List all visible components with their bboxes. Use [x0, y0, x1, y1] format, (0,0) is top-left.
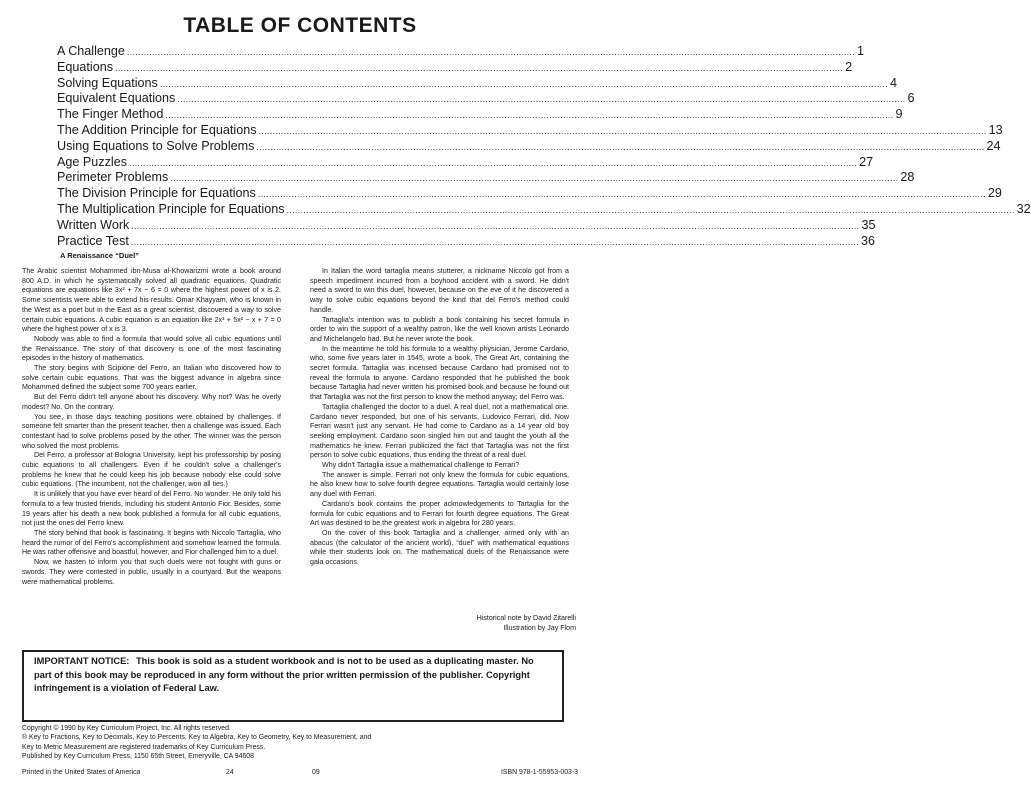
essay-paragraph: Now, we hasten to inform you that such duels were not fought with guns or swords. They were contested in public, usually in a courtyard. But the weapons were mathematical problems. [22, 558, 281, 586]
toc-entry[interactable] [57, 91, 915, 107]
essay-paragraph: Why didn't Tartaglia issue a mathematical challenge to Ferrari? [322, 461, 520, 470]
toc-entry-label: Written Work [57, 217, 130, 232]
important-notice-box [22, 650, 564, 722]
essay-paragraph: The story begins with Scipione del Ferro, an Italian who discovered how to solve certain cubic equations. That was the biggest advance in algebra since Mohammed defined the subject some 700 years earlier. [22, 364, 281, 392]
toc-entry[interactable] [57, 186, 1002, 202]
toc-leader-dots: .................................................................................................................................................................................................................................................................... [131, 220, 860, 231]
toc-leader-dots: .................................................................................................................................................................................................................................................................... [165, 110, 894, 121]
toc-entry-page: 6 [907, 91, 915, 106]
toc-entry[interactable] [57, 217, 876, 234]
trademark-line: ® Key to Fractions, Key to Decimals, Key to Percents, Key to Algebra, Key to Geometry, Key to Measurement, and [22, 734, 372, 742]
toc-entry[interactable] [57, 233, 876, 250]
toc-entry-label: Equivalent Equations [57, 91, 176, 106]
toc-entry-label: Practice Test [57, 233, 129, 248]
toc-entry[interactable] [57, 59, 853, 76]
essay-paragraph: In the meantime he told his formula to a wealthy physician, Jerome Cardano, who, some five years later in 1545, wrote a book, The Great Art, containing the secret formula. Tartaglia was incensed because Cardano had promised not to reveal the formula to anyone. Cardano responded that he published the book because Tartaglia had never written his promised book and because he found out that Tartaglia was not the first person to know the method anyway; del Ferro was. [310, 344, 569, 402]
toc-entry-page: 2 [845, 59, 853, 74]
essay-paragraph: On the cover of this book Tartaglia and a challenger, armed only with an abacus (the calculator of the ancient world), “duel” with mathematical equations while their students look on. The mathematical duels of the Renaissance were gala occasions. [310, 528, 569, 567]
toc-entry-page: 29 [987, 186, 1002, 201]
toc-entry-page: 27 [859, 154, 874, 169]
toc-entry[interactable] [57, 170, 915, 186]
notice-heading: IMPORTANT NOTICE: [34, 656, 130, 666]
essay-paragraph: Nobody was able to find a formula that would solve all cubic equations until the Renaissance. The story of that discovery is one of the most fascinating episodes in the history of mathematics. [22, 334, 281, 363]
copyright-block [22, 724, 582, 762]
toc-leader-dots: .................................................................................................................................................................................................................................................................... [177, 94, 906, 105]
essay-paragraph: Tartaglia's intention was to publish a book containing his secret formula in order to win the support of a wealthy patron, like the well known artists Leonardo and Michelangelo had. But he never wrote the book. [310, 315, 569, 343]
toc-entry[interactable] [57, 107, 903, 123]
essay-paragraph: But del Ferro didn't tell anyone about his discovery. Why not? Was he overly modest? No. On the contrary. [22, 393, 281, 411]
toc-entry[interactable] [57, 44, 865, 60]
toc-entry-page: 13 [988, 122, 1003, 137]
toc-entry-label: Using Equations to Solve Problems [57, 138, 255, 153]
essay-paragraph: In Italian the word tartaglia means stutterer, a nickname Niccolo got from a speech impediment incurred from a boyhood accident with a sword. He didn't need a sword to win this duel, however, because on the eve of it he discovered a way to solve cubic equations beyond the kind that del Ferro's method could handle. [310, 267, 569, 314]
toc-leader-dots: .................................................................................................................................................................................................................................................................... [129, 157, 858, 168]
essay-paragraph: The Arabic scientist Mohammed ibn-Musa al-Khowarizmi wrote a book around 800 A.D. in which he systematically solved all quadratic equations. Quadratic equations are equations like 3x² + 7x − 6 = 0 where the highest power of x is 2. Some scientists were able to extend his results. Omar Khayyam, who is known in the West as a poet but in the East as a great scientist, discovered a way to solve certain cubic equations. A cubic equation is an equation like 2x³ + 5x² − x + 7 = 0 where the highest power of x is 3. [22, 267, 281, 334]
essay-paragraph: You see, in those days teaching positions were obtained by challenges. If someone felt smarter than the present teacher, then a challenge was issued. Each contestant had to solve problems posed by the other. The winner was the person who solved the most problems. [22, 412, 281, 450]
essay-left-column [22, 267, 281, 587]
year-code: 09 [312, 769, 320, 776]
page-title: TABLE OF CONTENTS [183, 14, 417, 37]
toc-entry-page: 4 [889, 75, 897, 90]
toc-entry-page: 28 [900, 170, 915, 185]
toc-entry-page: 35 [861, 217, 876, 232]
toc-entry[interactable] [57, 138, 1001, 155]
toc-entry[interactable] [57, 75, 897, 92]
imprint-line [22, 768, 578, 778]
toc-leader-dots: .................................................................................................................................................................................................................................................................... [256, 141, 985, 152]
toc-entry-label: The Finger Method [57, 107, 164, 122]
isbn: ISBN 978-1-55953-003-3 [501, 769, 578, 776]
essay-paragraph: Tartaglia challenged the doctor to a duel. A real duel, not a mathematical one. Cardano never responded, but one of his servants, Ludovico Ferrari, did. Now Ferrari wasn't just any servant. He had come to Cardano as a 14 year old boy seeking employment. Cardano soon singled him out and taught the youth all the mathematics he knew. Ferrari publicized the fact that Tartaglia was not the first person to solve cubic equations, thus ending the threat of a real duel. [310, 402, 569, 460]
toc-entry[interactable] [57, 154, 874, 171]
toc-entry-page: 1 [857, 44, 865, 58]
toc-leader-dots: .................................................................................................................................................................................................................................................................... [115, 62, 844, 73]
essay-title: A Renaissance “Duel” [60, 251, 139, 260]
toc-entry[interactable] [57, 201, 1031, 218]
toc-entry-label: Solving Equations [57, 75, 158, 90]
toc-entry-label: Equations [57, 59, 114, 74]
essay-paragraph: It is unlikely that you have ever heard of del Ferro. No wonder. He only told his formula to a few trusted friends, including his student Antonio Fior. Besides, some 19 years after his death a new book published a formula for all cubic equations, not just the ones del Ferro knew. [22, 490, 281, 528]
essay-paragraph: The answer is simple. Ferrari not only knew the formula for cubic equations, he also knew how to solve fourth degree equations. Tartaglia would certainly lose any duel with Ferrari. [310, 470, 569, 499]
toc-entry-page: 24 [986, 138, 1001, 153]
toc-entry-label: The Addition Principle for Equations [57, 122, 257, 137]
toc-leader-dots: .................................................................................................................................................................................................................................................................... [258, 125, 987, 136]
toc-entry-label: Age Puzzles [57, 154, 128, 169]
printed-in: Printed in the United States of America [22, 769, 141, 776]
illustration-credit: Illustration by Jay Flom [503, 623, 576, 632]
notice-body: This book is sold as a student workbook and is not to be used as a duplicating master. No part of this book may be reproduced in any form without the prior written permission of the publisher. Copyright infringement is a violation of Federal Law. [34, 656, 534, 694]
toc-leader-dots: .................................................................................................................................................................................................................................................................... [159, 78, 888, 89]
table-of-contents [57, 44, 1031, 249]
toc-leader-dots: .................................................................................................................................................................................................................................................................... [130, 236, 859, 247]
essay-paragraph: Del Ferro, a professor at Bologna University, kept his professorship by posing cubic equations to all challengers. Even if he couldn't solve a challenger's problems he knew that he could keep his job because nobody else could solve cubic equations. (The incumbent, not the challenger, won all ties.) [22, 451, 281, 489]
toc-leader-dots: .................................................................................................................................................................................................................................................................... [257, 189, 986, 200]
toc-leader-dots: .................................................................................................................................................................................................................................................................... [286, 204, 1015, 215]
toc-entry[interactable] [57, 122, 1003, 139]
copyright-line: Copyright © 1990 by Key Curriculum Project, Inc. All rights reserved. [22, 725, 231, 732]
toc-entry-page: 32 [1016, 201, 1031, 216]
trademark-line: Key to Metric Measurement are registered trademarks of Key Curriculum Press. [22, 743, 266, 751]
toc-entry-page: 36 [861, 233, 876, 248]
essay-credits [330, 614, 576, 633]
toc-leader-dots: .................................................................................................................................................................................................................................................................... [170, 173, 899, 184]
publisher-line: Published by Key Curriculum Press, 1150 65th Street, Emeryville, CA 94608 [22, 753, 254, 761]
essay-right-column [310, 267, 569, 568]
toc-leader-dots: .................................................................................................................................................................................................................................................................... [126, 47, 856, 57]
essay-paragraph: The story behind that book is fascinating. It begins with Niccolo Tartaglia, who heard the rumor of del Ferro's accomplishment and somehow learned the formula. He was rather offensive and boastful, however, and Fior challenged him to a duel. [22, 528, 281, 557]
print-number: 24 [226, 769, 234, 776]
historical-note-credit: Historical note by David Zitarelli [476, 614, 576, 622]
toc-entry-label: A Challenge [57, 44, 125, 58]
toc-entry-label: The Multiplication Principle for Equations [57, 201, 285, 216]
essay-paragraph: Cardano's book contains the proper acknowledgements to Tartaglia for the formula for cubic equations and to Ferrari for fourth degree equations. The Great Art was destined to be the greatest work in algebra for 280 years. [310, 499, 569, 528]
toc-entry-label: The Division Principle for Equations [57, 186, 256, 201]
toc-entry-label: Perimeter Problems [57, 170, 169, 185]
toc-entry-page: 9 [895, 107, 903, 122]
